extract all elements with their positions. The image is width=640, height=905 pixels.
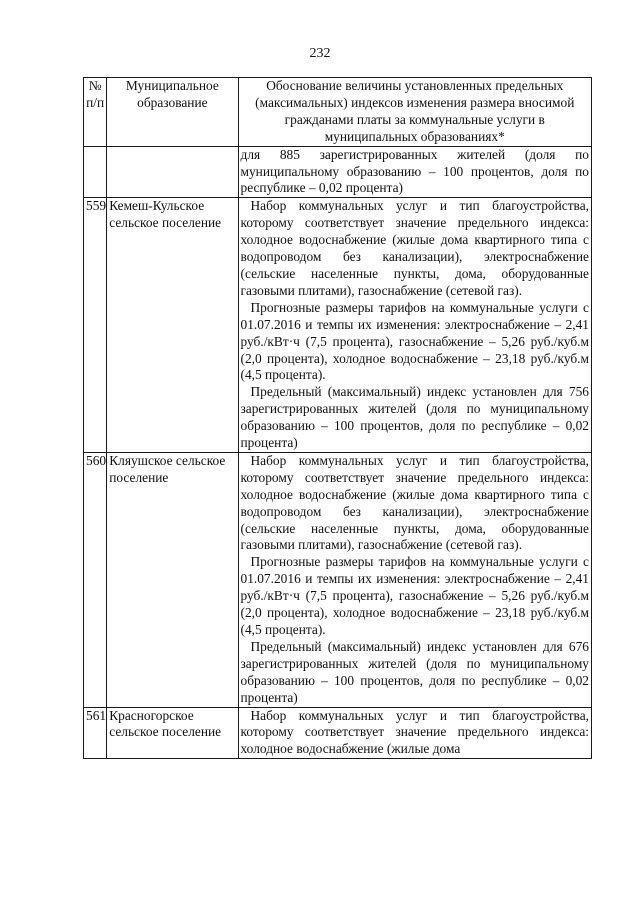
paragraph: Набор коммунальных услуг и тип благоустройства, которому соответствует значение предельного индекса: холодное водоснабжение (жилые дома квартирного типа с водопроводом без канализации), электроснабжение (сельские населенные пункты, дома, оборудованные газовыми плитами), газоснабжение (сетевой газ). [240, 452, 589, 553]
header-num: № п/п [84, 78, 107, 147]
table-row [84, 707, 592, 759]
header-municipality: Муниципальное образование [107, 78, 238, 147]
table-row [84, 452, 592, 707]
cell-justification [238, 198, 592, 453]
cell-municipality [107, 146, 238, 198]
cell-municipality: Кемеш-Кульское сельское поселение [107, 198, 238, 453]
cell-justification [238, 146, 592, 198]
municipal-index-table [83, 77, 592, 759]
paragraph: Предельный (максимальный) индекс установлен для 676 зарегистрированных жителей (доля по муниципальному образованию – 100 процентов, доля по республике – 0,02 процента) [240, 638, 589, 705]
paragraph: Прогнозные размеры тарифов на коммунальные услуги с 01.07.2016 и темпы их изменения: электроснабжение – 2,41 руб./кВт·ч (7,5 процента), газоснабжение – 5,26 руб./куб.м (2,0 процента), холодное водоснабжение – 23,18 руб./куб.м (4,5 процента). [240, 554, 589, 637]
table-row [84, 198, 592, 453]
cell-justification [238, 707, 592, 759]
paragraph: Набор коммунальных услуг и тип благоустройства, которому соответствует значение предельного индекса: холодное водоснабжение (жилые дома [240, 707, 589, 757]
paragraph: Предельный (максимальный) индекс установлен для 756 зарегистрированных жителей (доля по муниципальному образованию – 100 процентов, доля по республике – 0,02 процента) [240, 384, 589, 451]
paragraph: Прогнозные размеры тарифов на коммунальные услуги с 01.07.2016 и темпы их изменения: электроснабжение – 2,41 руб./кВт·ч (7,5 процента), газоснабжение – 5,26 руб./куб.м (2,0 процента), холодное водоснабжение – 23,18 руб./куб.м (4,5 процента). [240, 299, 589, 383]
cell-num: 559 [84, 198, 107, 453]
table-row-continuation [84, 146, 592, 198]
table-header-row [84, 78, 592, 147]
header-justification: Обоснование величины установленных предельных (максимальных) индексов изменения размера вносимой гражданами платы за коммунальные услуги в муниципальных образованиях* [238, 78, 592, 147]
cell-num: 561 [84, 707, 107, 759]
cell-justification [238, 452, 592, 707]
page-number: 232 [309, 46, 331, 61]
paragraph: Набор коммунальных услуг и тип благоустройства, которому соответствует значение предельного индекса: холодное водоснабжение (жилые дома квартирного типа с водопроводом без канализации), электроснабжение (сельские населенные пункты, дома, оборудованные газовыми плитами), газоснабжение (сетевой газ). [240, 198, 589, 298]
cell-municipality: Кляушское сельское поселение [107, 452, 238, 707]
cell-municipality: Красногорское сельское поселение [107, 707, 238, 759]
cell-num [84, 146, 107, 198]
paragraph: для 885 зарегистрированных жителей (доля по муниципальному образованию – 100 процентов, доля по республике – 0,02 процента) [240, 146, 589, 196]
cell-num: 560 [84, 452, 107, 707]
